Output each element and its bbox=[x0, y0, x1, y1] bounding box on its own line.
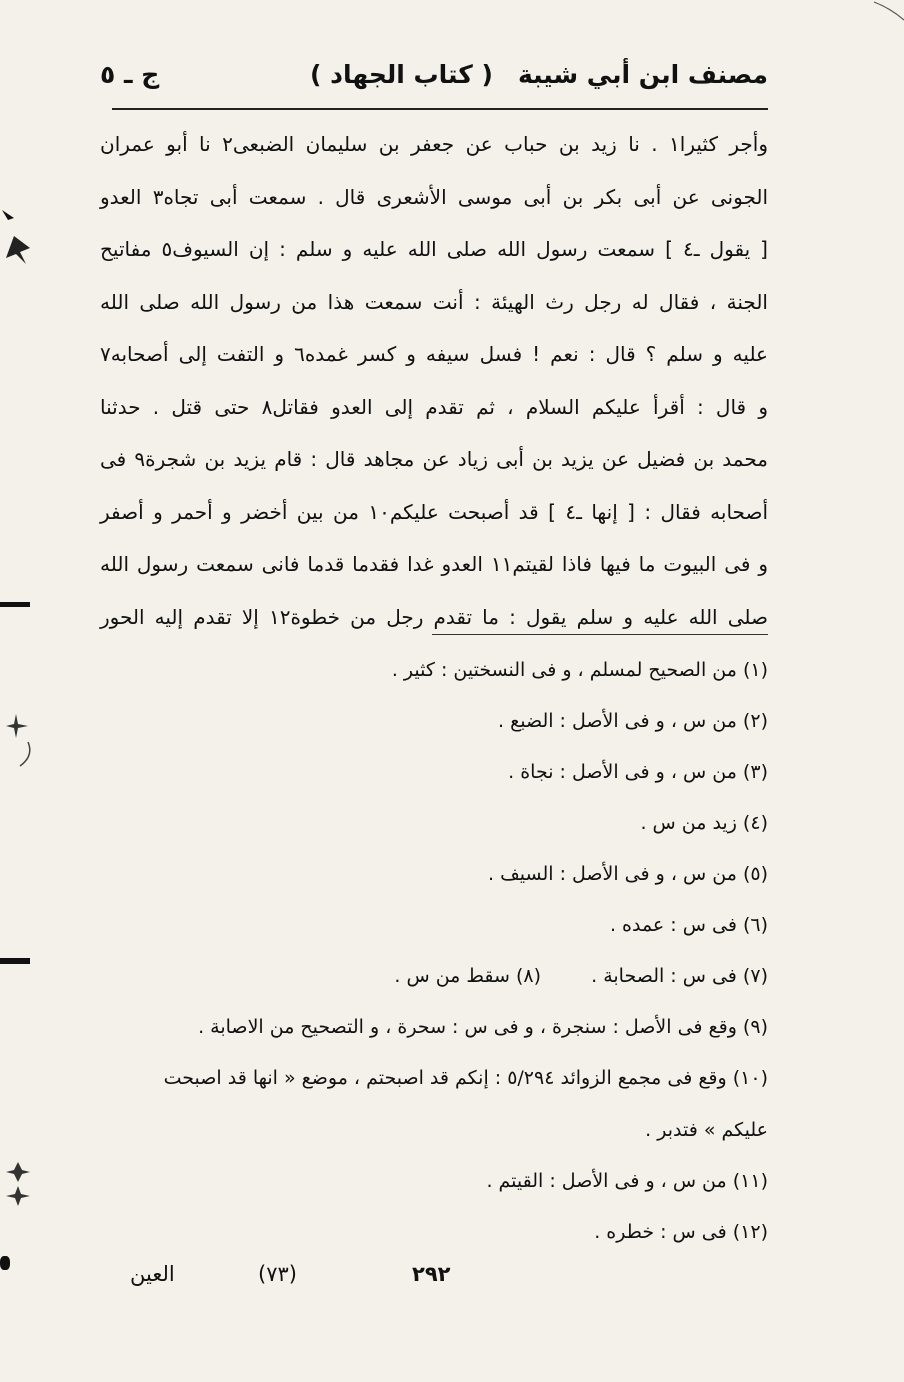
text-line: أصحابه فقال : [ إنها ـ٤ ] قد أصبحت عليكم١٠ من بين أخضر و أحمر و أصفر bbox=[100, 499, 769, 524]
footnote-11: (١١) من س ، و فى الأصل : القيتم . bbox=[486, 1170, 768, 1192]
margin-star-icon bbox=[4, 1160, 34, 1210]
footnote-3: (٣) من س ، و فى الأصل : نجاة . bbox=[508, 761, 768, 783]
margin-star-icon bbox=[6, 712, 36, 772]
book-title: مصنف ابن أبي شيبة bbox=[517, 60, 768, 89]
footnote-2: (٢) من س ، و فى الأصل : الضبع . bbox=[498, 710, 768, 732]
margin-dash bbox=[0, 602, 30, 607]
page-number: ٢٩٢ bbox=[412, 1262, 451, 1286]
page-footer bbox=[100, 1262, 768, 1302]
chapter-title: ( كتاب الجهاد ) bbox=[310, 60, 493, 89]
text-line: و قال : أقرأ عليكم السلام ، ثم تقدم إلى العدو فقاتل٨ حتى قتل . حدثنا bbox=[100, 394, 768, 419]
text-line: صلى الله عليه و سلم يقول : ما تقدم رجل من خطوة١٢ إلا تقدم إليه الحور bbox=[100, 604, 769, 629]
footnotes bbox=[100, 645, 768, 1258]
footnote-12: (١٢) فى س : خطره . bbox=[594, 1221, 768, 1243]
text-line: [ يقول ـ٤ ] سمعت رسول الله صلى الله عليه و سلم : إن السيوف٥ مفاتيح bbox=[100, 237, 768, 261]
header-rule bbox=[112, 108, 768, 110]
footnote-10: (١٠) وقع فى مجمع الزوائد ٥/٢٩٤ : إنكم قد اصبحتم ، موضع « انها قد اصبحت bbox=[163, 1067, 768, 1089]
footnote-rule bbox=[432, 634, 768, 635]
footnote-7-8-row bbox=[100, 951, 768, 1002]
footnote-5: (٥) من س ، و فى الأصل : السيف . bbox=[488, 863, 768, 885]
footnote-9: (٩) وقع فى الأصل : سنجرة ، و فى س : سحرة ، و التصحيح من الاصابة . bbox=[198, 1016, 768, 1038]
signature-word: العين bbox=[130, 1262, 175, 1286]
footnote-7: (٧) فى س : الصحابة . bbox=[591, 965, 768, 987]
text-line: محمد بن فضيل عن يزيد بن أبى زياد عن مجاهد قال : قام يزيد بن شجرة٩ فى bbox=[100, 447, 768, 471]
signature-number: (٧٣) bbox=[258, 1262, 297, 1286]
text-line: وأجر كثيرا١ . نا زيد بن حباب عن جعفر بن سليمان الضبعى٢ نا أبو عمران bbox=[100, 132, 769, 156]
margin-dash bbox=[0, 958, 30, 964]
running-header bbox=[100, 54, 768, 104]
footnote-1: (١) من الصحيح لمسلم ، و فى النسختين : كثير . bbox=[391, 659, 768, 681]
main-text bbox=[100, 118, 768, 643]
margin-mark-icon bbox=[0, 208, 40, 268]
text-line: الجنة ، فقال له رجل رث الهيئة : أنت سمعت هذا من رسول الله صلى الله bbox=[100, 289, 768, 314]
text-line: الجونى عن أبى بكر بن أبى موسى الأشعرى قال . سمعت أبى تجاه٣ العدو bbox=[100, 184, 769, 209]
footnote-10-continued: عليكم » فتدبر . bbox=[645, 1119, 768, 1141]
volume-number: ج ـ ٥ bbox=[100, 60, 160, 89]
margin-dot bbox=[0, 1256, 10, 1270]
footnote-6: (٦) فى س : عمده . bbox=[609, 914, 768, 936]
text-line: و فى البيوت ما فيها فاذا لقيتم١١ العدو غدا فقدما قدما فانى سمعت رسول الله bbox=[100, 552, 768, 576]
text-line: عليه و سلم ؟ قال : نعم ! فسل سيفه و كسر غمده٦ و التفت إلى أصحابه٧ bbox=[100, 342, 768, 366]
corner-mark-icon bbox=[874, 0, 904, 24]
footnote-8: (٨) سقط من س . bbox=[394, 965, 542, 987]
footnote-4: (٤) زيد من س . bbox=[640, 812, 768, 834]
